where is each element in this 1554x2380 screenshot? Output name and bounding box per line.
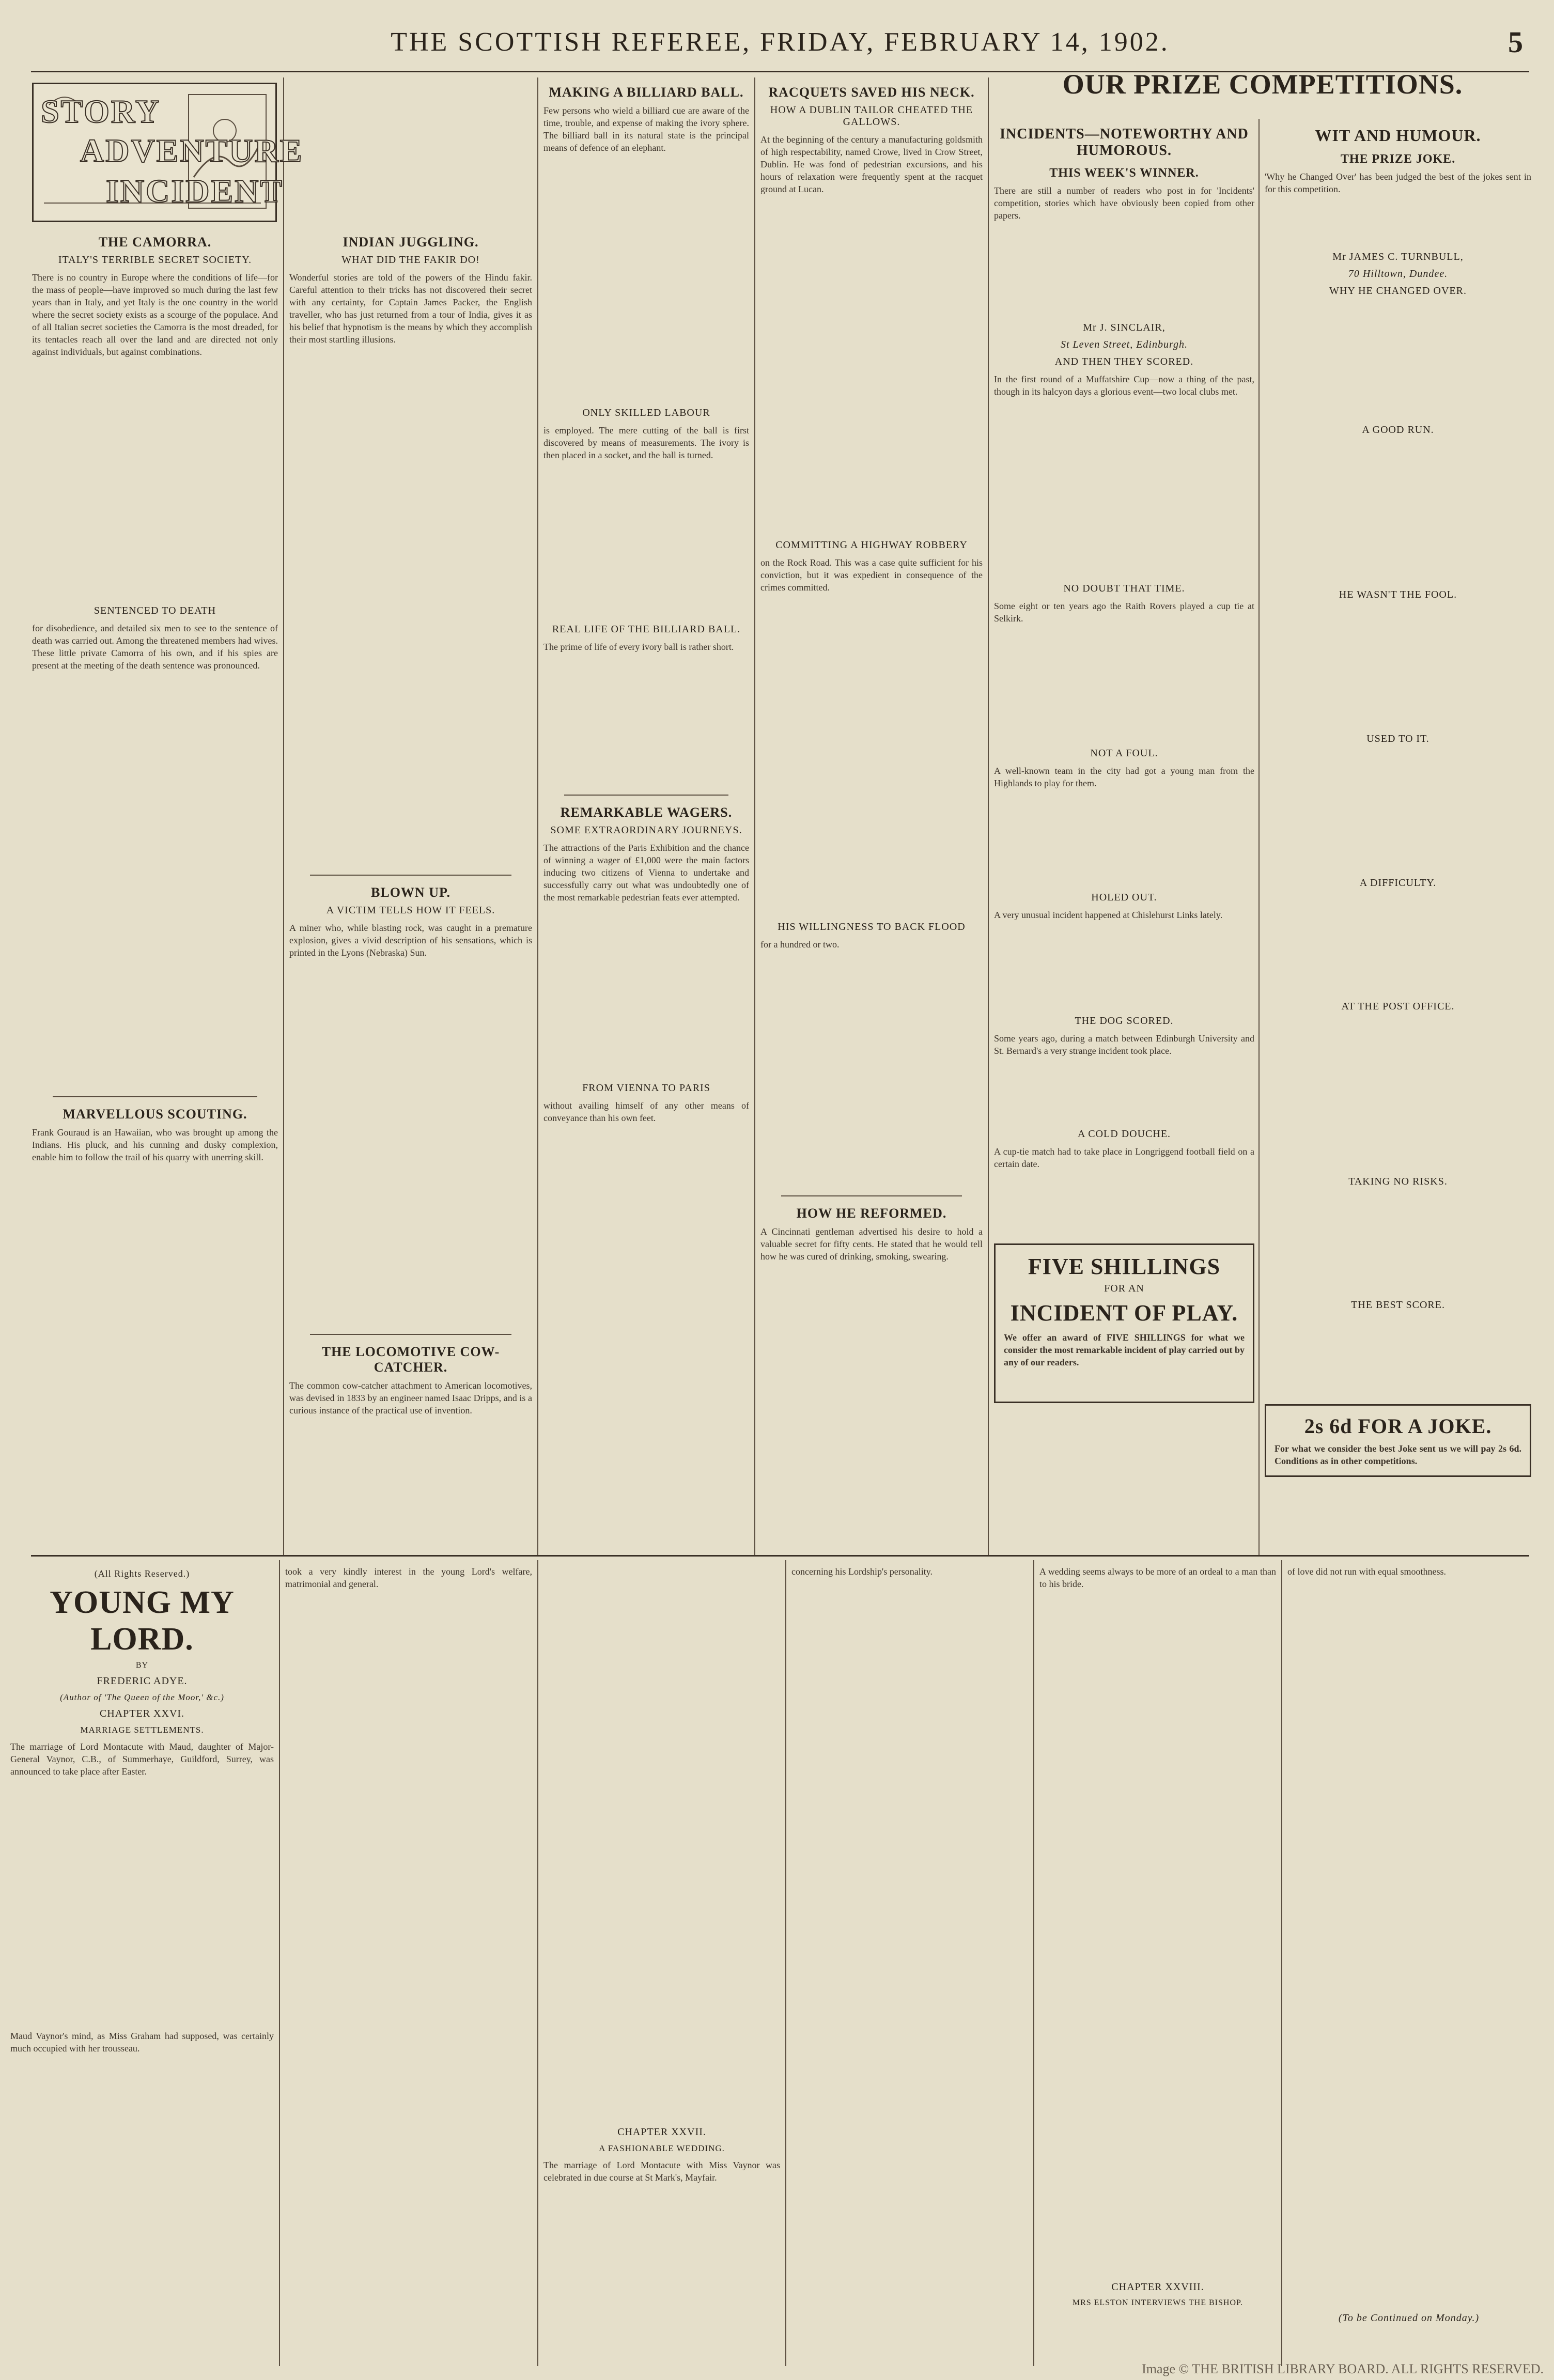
subhead-fakir: WHAT DID THE FAKIR DO!	[341, 254, 480, 266]
column-rule	[1281, 1560, 1282, 2366]
masthead	[31, 15, 1529, 72]
subhead-skilled-labour: ONLY SKILLED LABOUR	[582, 407, 710, 418]
headline-cow-catcher: THE LOCOMOTIVE COW-CATCHER.	[321, 1344, 500, 1375]
article-text: on the Rock Road. This was a case quite sufficient for his conviction, but it was expedient in consequence of the crimes committed.	[760, 557, 983, 593]
text-block	[1265, 441, 1531, 586]
prize-competitions-title: OUR PRIZE COMPETITIONS.	[1062, 69, 1463, 100]
story-adventure-incident-banner	[32, 83, 304, 222]
article-text: The prime of life of every ivory ball is rather short.	[543, 642, 734, 652]
serial-text: of love did not run with equal smoothness.	[1287, 1566, 1446, 1577]
subhead-camorra: ITALY'S TERRIBLE SECRET SOCIETY.	[58, 254, 252, 266]
five-shillings-box	[994, 1243, 1254, 1403]
article-text: Some eight or ten years ago the Raith Rovers played a cup tie at Selkirk.	[994, 601, 1254, 624]
heading-wit-humour: WIT AND HUMOUR.	[1315, 126, 1481, 145]
divider	[53, 1096, 257, 1097]
rights-notice: (All Rights Reserved.)	[94, 1568, 190, 1579]
headline-blown-up: BLOWN UP.	[371, 885, 450, 900]
chapter-heading: CHAPTER XXVIII.	[1111, 2281, 1204, 2293]
column-rule	[1258, 119, 1260, 1555]
banner-word-story: STORY	[41, 93, 161, 130]
serial-author: FREDERIC ADYE.	[97, 1675, 188, 1687]
joke-heading: AT THE POST OFFICE.	[1341, 1001, 1455, 1012]
divider	[310, 1334, 511, 1335]
chapter-subheading: A FASHIONABLE WEDDING.	[599, 2143, 725, 2153]
copyright-footer: Image © THE BRITISH LIBRARY BOARD. ALL RIGHTS RESERVED.	[1142, 2361, 1544, 2376]
subhead-not-a-foul: NOT A FOUL.	[1090, 748, 1158, 759]
column-rule	[754, 77, 755, 1555]
headline-scouting: MARVELLOUS SCOUTING.	[63, 1107, 247, 1122]
serial-column-3	[543, 1565, 780, 2366]
joke-address: 70 Hilltown, Dundee.	[1348, 268, 1448, 279]
serial-column-6	[1287, 1565, 1530, 2366]
article-text: A Cincinnati gentleman advertised his desire to hold a valuable secret for fifty cents. He stated that he would tell how he was cured of drinking, smoking, swearing.	[760, 1226, 983, 1262]
column-racquets	[760, 77, 983, 1550]
for-an: FOR AN	[1104, 1283, 1144, 1294]
subhead-back-flood: HIS WILLINGNESS TO BACK FLOOD	[778, 921, 966, 932]
headline-billiard-ball: MAKING A BILLIARD BALL.	[549, 85, 744, 100]
column-rule	[537, 77, 538, 1555]
subhead-scored: AND THEN THEY SCORED.	[1054, 356, 1194, 367]
text-block	[1265, 894, 1531, 998]
serial-text: The marriage of Lord Montacute with Miss Vaynor was celebrated in due course at St Mark's, Mayfair.	[543, 2160, 780, 2183]
heading-incidents: INCIDENTS—NOTEWORTHY AND HUMOROUS.	[1000, 126, 1249, 159]
article-text: without availing himself of any other means of conveyance than his own feet.	[543, 1100, 749, 1123]
text-block	[1265, 606, 1531, 730]
serial-by: BY	[135, 1661, 149, 1670]
subhead-sentenced: SENTENCED TO DEATH	[94, 605, 216, 616]
joke-heading: A DIFFICULTY.	[1359, 877, 1437, 889]
subhead-journeys: SOME EXTRAORDINARY JOURNEYS.	[550, 825, 742, 836]
joke-offer: 2s 6d FOR A JOKE.	[1304, 1414, 1492, 1438]
chapter-subheading: MRS ELSTON INTERVIEWS THE BISHOP.	[1072, 2298, 1244, 2307]
prize-competitions-header	[994, 66, 1531, 118]
serial-column-1	[10, 1565, 274, 2366]
headline-racquets: RACQUETS SAVED HIS NECK.	[768, 85, 975, 100]
column-incidents	[994, 119, 1254, 1550]
article-text: Frank Gouraud is an Hawaiian, who was brought up among the Indians. His pluck, and his cunning and dusky complexion, enable him to follow the trail of his quarry with unerring skill.	[32, 1127, 278, 1162]
incident-of-play: INCIDENT OF PLAY.	[1010, 1300, 1238, 1326]
headline-camorra: THE CAMORRA.	[98, 235, 212, 250]
column-billiard	[543, 77, 749, 1550]
article-text: Some years ago, during a match between Edinburgh University and St. Bernard's a very strange incident took place.	[994, 1033, 1254, 1056]
serial-text: Maud Vaynor's mind, as Miss Graham had supposed, was certainly much occupied with her trousseau.	[10, 2031, 274, 2054]
article-text: Few persons who wield a billiard cue are aware of the time, trouble, and expense of making the ivory sphere. The billiard ball in its natural state is the principal means of defence of an elephant.	[543, 105, 749, 153]
subhead-dublin-tailor: HOW A DUBLIN TAILOR CHEATED THE GALLOWS.	[770, 104, 973, 128]
article-text: There are still a number of readers who post in for 'Incidents' competition, stories which have obviously been copied from other papers.	[994, 185, 1254, 221]
joke-heading: USED TO IT.	[1366, 733, 1429, 744]
divider	[781, 1195, 962, 1196]
headline-wagers: REMARKABLE WAGERS.	[560, 805, 733, 820]
chapter-heading: CHAPTER XXVII.	[617, 2126, 706, 2138]
joke-heading: THE BEST SCORE.	[1351, 1299, 1445, 1311]
column-rule	[988, 77, 989, 1555]
divider	[310, 875, 511, 876]
article-text: A miner who, while blasting rock, was caught in a premature explosion, gives a vivid description of his sensations, which is printed in the Lyons (Nebraska) Sun.	[289, 923, 532, 958]
column-rule	[537, 1560, 538, 2366]
serial-column-5	[1039, 1565, 1276, 2366]
headline-reformed: HOW HE REFORMED.	[796, 1206, 947, 1221]
article-text: 'Why he Changed Over' has been judged the best of the jokes sent in for this competition.	[1265, 172, 1531, 194]
subhead-no-doubt: NO DOUBT THAT TIME.	[1063, 583, 1185, 594]
five-shillings: FIVE SHILLINGS	[1028, 1254, 1221, 1279]
text-block	[1265, 302, 1531, 421]
article-text: Wonderful stories are told of the powers of the Hindu fakir. Careful attention to their tricks has not discovered their secret with any certainty, for Captain James Packer, the English traveller, who has just returned from a tour of India, gives it as his belief that hypnotism is the means by which they accomplish their most startling illusions.	[289, 272, 532, 345]
serial-column-4	[791, 1565, 1028, 2366]
column-rule	[1033, 1560, 1034, 2366]
subhead-vienna-paris: FROM VIENNA TO PARIS	[582, 1082, 710, 1094]
text-block	[1265, 1316, 1531, 1394]
article-text: At the beginning of the century a manufacturing goldsmith of high respectability, named Crowe, lived in Crow Street, Dublin. He was fond of pedestrian excursions, and his hours of relaxation were frequently spent at the racquet ground at Lucan.	[760, 134, 983, 194]
heading-prize-joke: THE PRIZE JOKE.	[1340, 152, 1456, 166]
joke-heading: HE WASN'T THE FOOL.	[1339, 589, 1457, 600]
section-divider	[31, 1555, 1529, 1557]
article-text: for a hundred or two.	[760, 939, 840, 950]
winner-name: Mr J. SINCLAIR,	[1083, 322, 1166, 333]
subhead-highway-robbery: COMMITTING A HIGHWAY ROBBERY	[775, 539, 968, 551]
subhead-cold-douche: A COLD DOUCHE.	[1077, 1128, 1171, 1140]
banner-word-incident: INCIDENT	[106, 173, 284, 209]
masthead-title: THE SCOTTISH REFEREE, FRIDAY, FEBRUARY 14, 1902.	[391, 27, 1170, 57]
article-text: A cup-tie match had to take place in Longriggend football field on a certain date.	[994, 1146, 1254, 1169]
serial-text: concerning his Lordship's personality.	[791, 1566, 933, 1577]
article-text: The attractions of the Paris Exhibition and the chance of winning a wager of £1,000 were the main factors inducing two citizens of Vienna to undertake and successfully carry out what was undoubtedly one of the most remarkable pedestrian feats ever attempted.	[543, 843, 749, 903]
page-number: 5	[1508, 25, 1523, 59]
column-indian-juggling	[289, 227, 532, 1550]
article-text: A well-known team in the city had got a young man from the Highlands to play for them.	[994, 766, 1254, 788]
column-rule	[785, 1560, 786, 2366]
divider	[564, 795, 728, 796]
article-text: The common cow-catcher attachment to American locomotives, was devised in 1833 by an engineer named Isaac Dripps, and is a curious instance of the practical use of invention.	[289, 1380, 532, 1415]
subhead-dog-scored: THE DOG SCORED.	[1075, 1015, 1174, 1026]
serial-text: The marriage of Lord Montacute with Maud, daughter of Major-General Vaynor, C.B., of Summerhaye, Guildford, Surrey, was announced to take place after Easter.	[10, 1741, 274, 1777]
joke-offer-box	[1265, 1404, 1531, 1477]
chapter-subheading: MARRIAGE SETTLEMENTS.	[80, 1725, 204, 1735]
banner-word-adventure: ADVENTURE	[80, 132, 304, 169]
subhead-real-life: REAL LIFE OF THE BILLIARD BALL.	[552, 624, 741, 635]
chapter-heading: CHAPTER XXVI.	[99, 1708, 185, 1719]
joke-winner: Mr JAMES C. TURNBULL,	[1332, 251, 1464, 262]
article-text: for disobedience, and detailed six men to see to the sentence of death was carried out. Among the threatened members had wives. These little private Camorra of his own, and if his spies are present at the meeting of the death sentence was pronounced.	[32, 623, 278, 671]
column-rule	[279, 1560, 280, 2366]
serial-author-note: (Author of 'The Queen of the Moor,' &c.)	[60, 1692, 224, 1702]
joke-heading: TAKING NO RISKS.	[1348, 1176, 1448, 1187]
serial-title: YOUNG MY LORD.	[50, 1585, 235, 1657]
to-be-continued: (To be Continued on Monday.)	[1338, 2312, 1480, 2324]
article-text: A very unusual incident happened at Chislehurst Links lately.	[994, 910, 1223, 920]
text-block	[1265, 1018, 1531, 1173]
article-text: In the first round of a Muffatshire Cup—now a thing of the past, though in its halcyon days a glorious event—two local clubs met.	[994, 374, 1254, 397]
subhead-victim: A VICTIM TELLS HOW IT FEELS.	[326, 905, 495, 916]
offer-text: We offer an award of FIVE SHILLINGS for what we consider the most remarkable incident of play carried out by any of our readers.	[1004, 1332, 1245, 1367]
serial-text: A wedding seems always to be more of an ordeal to a man than to his bride.	[1039, 1566, 1276, 1589]
subhead-holed-out: HOLED OUT.	[1091, 892, 1157, 903]
column-wit-humour	[1265, 119, 1531, 1550]
joke-terms: For what we consider the best Joke sent us we will pay 2s 6d. Conditions as in other competitions.	[1275, 1443, 1521, 1466]
article-text: is employed. The mere cutting of the ball is first discovered by means of measurements. The ivory is then placed in a socket, and the ball is turned.	[543, 425, 749, 460]
article-text: There is no country in Europe where the conditions of life—for the mass of people—have improved so much during the last few years than in Italy, and yet Italy is the one country in the world where the secret society exists as a scourge of the populace. And of all Italian secret societies the Camorra is the most dreaded, for its tentacles reach all over the land and are directed not only against individuals, but against combinations.	[32, 272, 278, 357]
joke-heading: A GOOD RUN.	[1362, 424, 1434, 435]
heading-winner: THIS WEEK'S WINNER.	[1049, 166, 1199, 180]
serial-column-2	[285, 1565, 532, 2366]
text-block	[1265, 750, 1531, 874]
column-rule	[283, 77, 284, 1555]
headline-indian-juggling: INDIAN JUGGLING.	[343, 235, 479, 250]
joke-heading: WHY HE CHANGED OVER.	[1329, 285, 1467, 297]
text-block	[1265, 1193, 1531, 1296]
column-camorra	[32, 227, 278, 1550]
winner-address: St Leven Street, Edinburgh.	[1060, 339, 1188, 350]
serial-text: took a very kindly interest in the young Lord's welfare, matrimonial and general.	[285, 1566, 532, 1589]
text-block	[543, 1565, 780, 2123]
